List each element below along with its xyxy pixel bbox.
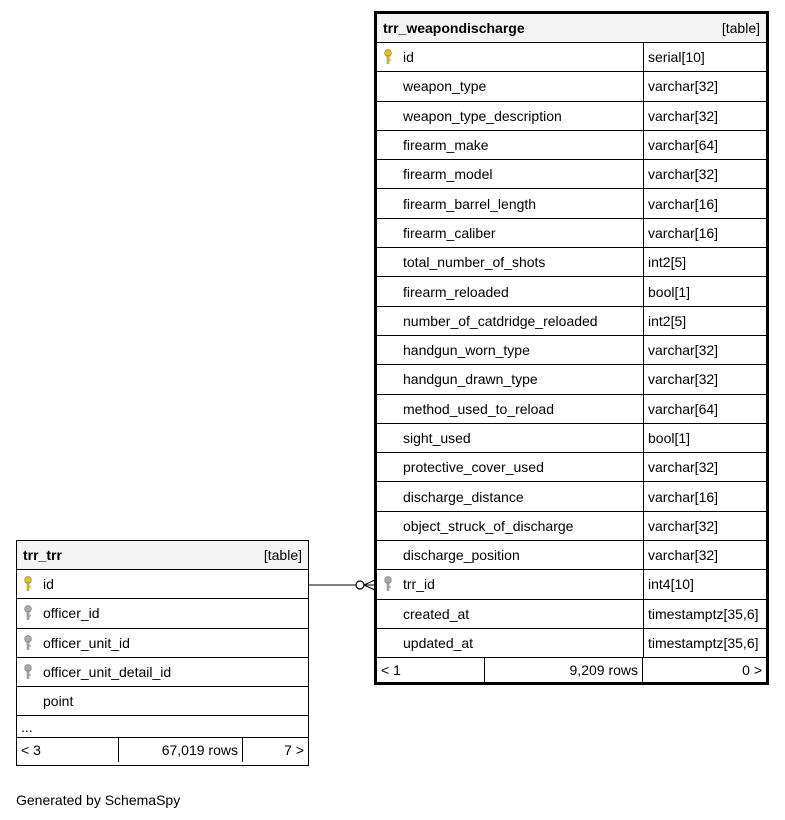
column-name: sight_used bbox=[403, 430, 471, 446]
row-count: 67,019 rows bbox=[119, 738, 243, 762]
crows-foot-marker bbox=[364, 579, 377, 585]
column-name: discharge_position bbox=[403, 547, 520, 564]
column-name: total_number_of_shots bbox=[403, 254, 546, 271]
table-kind: [table] bbox=[721, 20, 760, 36]
column-name: protective_cover_used bbox=[403, 459, 544, 476]
children-count[interactable]: 0 > bbox=[742, 662, 762, 679]
column-type: varchar[16] bbox=[643, 482, 766, 510]
column-name: firearm_model bbox=[403, 166, 493, 183]
generated-by-label: Generated by SchemaSpy bbox=[16, 792, 181, 808]
column-type: bool[1] bbox=[643, 424, 766, 452]
column-name: id bbox=[403, 49, 414, 66]
column-name: number_of_catdridge_reloaded bbox=[403, 312, 598, 329]
children-count[interactable]: 7 > bbox=[284, 742, 304, 759]
column-type: varchar[64] bbox=[643, 395, 766, 423]
column-type: varchar[32] bbox=[643, 160, 766, 188]
column-type: varchar[64] bbox=[643, 131, 766, 159]
column-name: weapon_type_description bbox=[403, 107, 562, 124]
column-type: timestamptz[35,6] bbox=[643, 629, 766, 657]
column-name: officer_unit_id bbox=[43, 634, 130, 651]
table-name: trr_trr bbox=[23, 547, 62, 563]
column-name: handgun_drawn_type bbox=[403, 371, 538, 388]
column-type: varchar[32] bbox=[643, 453, 766, 481]
column-type: varchar[32] bbox=[643, 72, 766, 100]
column-name: method_used_to_reload bbox=[403, 400, 555, 417]
column-type: timestamptz[35,6] bbox=[643, 600, 766, 628]
column-name: firearm_barrel_length bbox=[403, 195, 537, 212]
table-kind: [table] bbox=[263, 547, 302, 563]
column-type: varchar[32] bbox=[643, 102, 766, 130]
column-type: serial[10] bbox=[643, 43, 766, 71]
parents-count[interactable]: < 3 bbox=[17, 738, 119, 762]
column-type: int2[5] bbox=[643, 307, 766, 335]
row-count: 9,209 rows bbox=[485, 658, 643, 682]
column-name: id bbox=[43, 576, 54, 593]
column-type: int2[5] bbox=[643, 248, 766, 276]
column-type: varchar[16] bbox=[643, 189, 766, 217]
parents-count[interactable]: < 1 bbox=[377, 658, 485, 682]
more-columns: ... bbox=[21, 718, 33, 735]
column-name: firearm_make bbox=[403, 137, 489, 154]
optional-marker bbox=[356, 581, 364, 589]
column-type: varchar[32] bbox=[643, 512, 766, 540]
column-name: discharge_distance bbox=[403, 488, 524, 505]
column-name: object_struck_of_discharge bbox=[403, 517, 574, 534]
column-name: weapon_type bbox=[403, 78, 487, 95]
column-name: firearm_caliber bbox=[403, 224, 496, 241]
column-name: handgun_worn_type bbox=[403, 342, 530, 359]
table-name: trr_weapondischarge bbox=[383, 20, 525, 36]
column-name: firearm_reloaded bbox=[403, 283, 509, 300]
column-type: varchar[32] bbox=[643, 541, 766, 569]
column-name: created_at bbox=[403, 605, 470, 622]
column-name: updated_at bbox=[403, 635, 474, 652]
column-type: varchar[32] bbox=[643, 365, 766, 393]
column-type: int4[10] bbox=[643, 570, 766, 598]
column-type: varchar[32] bbox=[643, 336, 766, 364]
column-name: point bbox=[43, 693, 74, 710]
column-type: bool[1] bbox=[643, 277, 766, 305]
column-name: officer_unit_detail_id bbox=[43, 664, 172, 681]
column-name: trr_id bbox=[403, 576, 435, 593]
column-name: officer_id bbox=[43, 605, 100, 622]
column-type: varchar[16] bbox=[643, 219, 766, 247]
